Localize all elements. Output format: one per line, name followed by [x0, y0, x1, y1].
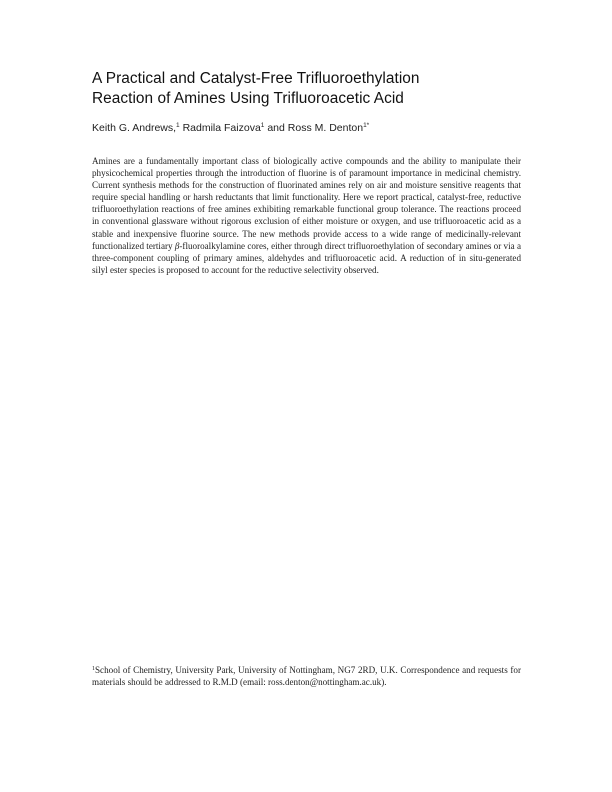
abstract: [92, 155, 521, 276]
affiliation-mark-faizova: 1: [260, 122, 265, 129]
title-line-2: Reaction of Amines Using Trifluoroacetic Acid: [92, 90, 404, 107]
title-line-1: A Practical and Catalyst-Free Trifluoroethylation: [92, 70, 420, 87]
footnote-text: School of Chemistry, University Park, University of Nottingham, NG7 2RD, U.K. Correspondence and requests for materials should be addressed to R.M.D (email: ross.denton@nottingham.ac.uk).: [92, 665, 521, 688]
footnote-mark: 1: [92, 666, 95, 672]
paper-title: [92, 69, 532, 109]
affiliation-mark-denton: 1*: [363, 122, 370, 129]
abstract-text-1: Amines are a fundamentally important class of biologically active compounds and the ability to manipulate their physicochemical properties through the introduction of fluorine is of paramount importance in medicinal chemistry. Current synthesis methods for the construction of fluorinated amines rely on air and moisture sensitive reagents that require special handling or harsh reductants that limit functionality. Here we report practical, catalyst-free, reductive trifluoroethylation reactions of free amines exhibiting remarkable functional group tolerance. The reactions proceed in conventional glassware without rigorous exclusion of either moisture or oxygen, and use trifluoroacetic acid as a stable and inexpensive fluorine source. The new methods provide access to a wide range of medicinally-relevant functionalized tertiary: [92, 156, 521, 251]
affiliation-mark-andrews: 1: [176, 122, 180, 129]
author-andrews: Keith G. Andrews,: [92, 122, 177, 134]
abstract-text-2: -fluoroalkylamine cores, either through direct trifluoroethylation of secondary amines or via a three-component coupling of primary amines, aldehydes and trifluoroacetic acid. A reduction of in situ-generated silyl ester species is proposed to account for the reductive selectivity observed.: [92, 240, 521, 275]
author-denton: and Ross M. Denton: [264, 122, 364, 134]
author-faizova: Radmila Faizova: [179, 122, 261, 134]
author-list: [92, 121, 369, 135]
affiliation-footnote: [92, 664, 521, 688]
beta-symbol: β: [174, 240, 180, 251]
